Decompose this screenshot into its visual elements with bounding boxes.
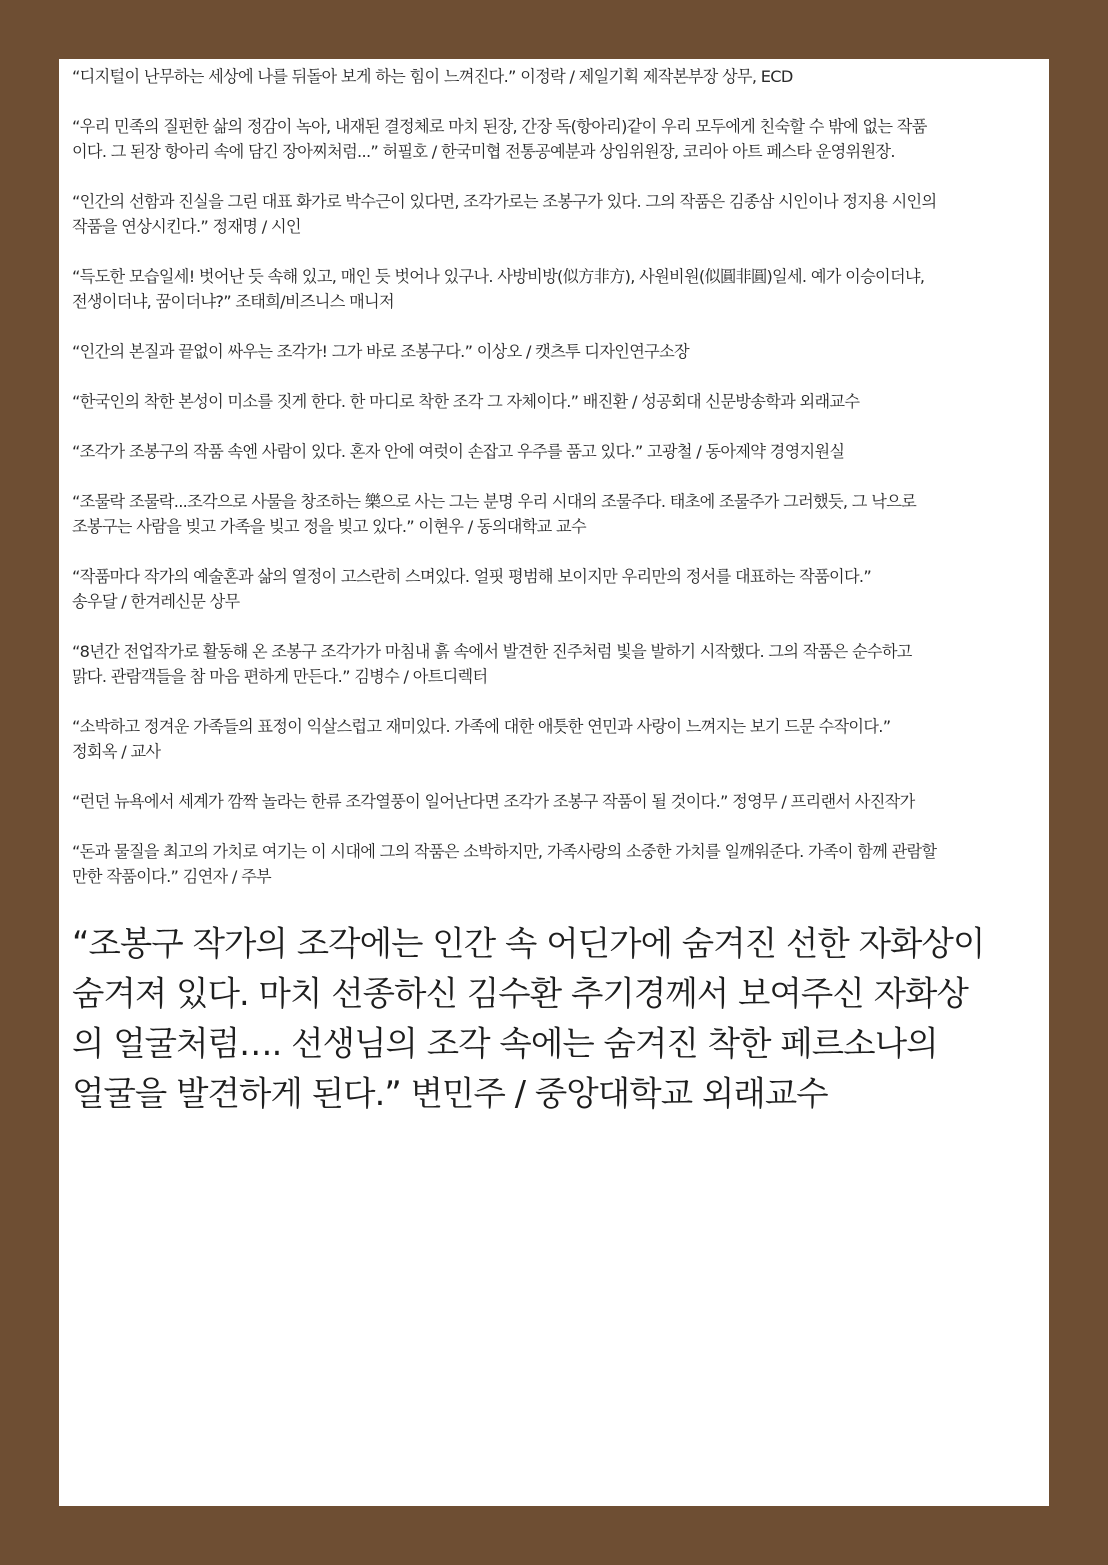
quote-item: “조물락 조물락...조각으로 사물을 창조하는 樂으로 사는 그는 분명 우리 시대의 조물주다. 태초에 조물주가 그러했듯, 그 낙으로 조봉구는 사람을 빚고 가족을 빚고 정을 빚고 있다.” 이현우 / 동의대학교 교수: [72, 492, 917, 536]
quote-page: [59, 59, 1049, 1506]
quote-item: “우리 민족의 질펀한 삶의 정감이 녹아, 내재된 결정체로 마치 된장, 간장 독(항아리)같이 우리 모두에게 친숙할 수 밖에 없는 작품 이다. 그 된장 항아리 속에 담긴 장아찌처럼...” 허필호 / 한국미협 전통공예분과 상임위원장, 코리아 아트 페스타 운영위원장.: [72, 117, 927, 161]
quote-item: “조각가 조봉구의 작품 속엔 사람이 있다. 혼자 안에 여럿이 손잡고 우주를 품고 있다.” 고광철 / 동아제약 경영지원실: [72, 442, 845, 461]
quote-item: “돈과 물질을 최고의 가치로 여기는 이 시대에 그의 작품은 소박하지만, 가족사랑의 소중한 가치를 일깨워준다. 가족이 함께 관람할 만한 작품이다.” 김연자 / 주부: [72, 842, 937, 886]
quote-item: “득도한 모습일세! 벗어난 듯 속해 있고, 매인 듯 벗어나 있구나. 사방비방(似方非方), 사원비원(似圓非圓)일세. 예가 이승이더냐, 전생이더냐, 꿈이더냐?” 조태희/비즈니스 매니저: [72, 267, 925, 311]
quote-item: “작품마다 작가의 예술혼과 삶의 열정이 고스란히 스며있다. 얼핏 평범해 보이지만 우리만의 정서를 대표하는 작품이다.” 송우달 / 한겨레신문 상무: [72, 567, 872, 611]
quote-item: “8년간 전업작가로 활동해 온 조봉구 조각가가 마침내 흙 속에서 발견한 진주처럼 빛을 발하기 시작했다. 그의 작품은 순수하고 맑다. 관람객들을 참 마음 편하게 만든다.” 김병수 / 아트디렉터: [72, 642, 912, 686]
quote-item: “소박하고 정겨운 가족들의 표정이 익살스럽고 재미있다. 가족에 대한 애틋한 연민과 사랑이 느껴지는 보기 드문 수작이다.” 정회옥 / 교사: [72, 717, 891, 761]
quote-item: “인간의 본질과 끝없이 싸우는 조각가! 그가 바로 조봉구다.” 이상오 / 캣츠투 디자인연구소장: [72, 342, 689, 361]
quote-item: “인간의 선함과 진실을 그린 대표 화가로 박수근이 있다면, 조각가로는 조봉구가 있다. 그의 작품은 김종삼 시인이나 정지용 시인의 작품을 연상시킨다.” 정재명 / 시인: [72, 192, 937, 236]
quote-item: “런던 뉴욕에서 세계가 깜짝 놀라는 한류 조각열풍이 일어난다면 조각가 조봉구 작품이 될 것이다.” 정영무 / 프리랜서 사진작가: [72, 792, 915, 811]
featured-quote: “조봉구 작가의 조각에는 인간 속 어딘가에 숨겨진 선한 자화상이 숨겨져 있다. 마치 선종하신 김수환 추기경께서 보여주신 자화상 의 얼굴처럼…. 선생님의 조각 속에는 숨겨진 착한 페르소나의 얼굴을 발견하게 된다.” 변민주 / 중앙대학교 외래교수: [72, 924, 985, 1113]
quote-item: “디지털이 난무하는 세상에 나를 뒤돌아 보게 하는 힘이 느껴진다.” 이정락 / 제일기획 제작본부장 상무, ECD: [72, 67, 793, 86]
quote-item: “한국인의 착한 본성이 미소를 짓게 한다. 한 마디로 착한 조각 그 자체이다.” 배진환 / 성공회대 신문방송학과 외래교수: [72, 392, 860, 411]
